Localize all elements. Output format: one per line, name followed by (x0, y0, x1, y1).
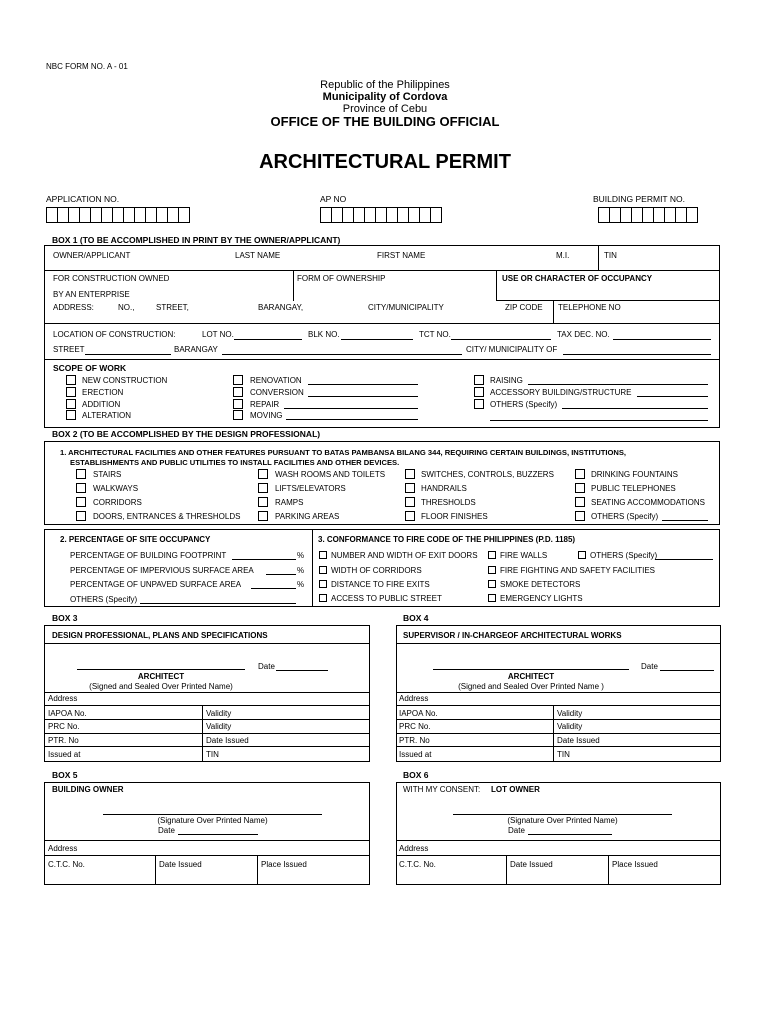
lot-no-line[interactable] (234, 339, 302, 340)
location-label: LOCATION OF CONSTRUCTION: (53, 330, 176, 339)
raising-label: RAISING (490, 376, 523, 385)
handrails-label: HANDRAILS (421, 484, 467, 493)
location-city-line[interactable] (563, 354, 711, 355)
box6-date-line[interactable] (528, 834, 612, 835)
address-label: ADDRESS: (53, 303, 94, 312)
handrails-checkbox[interactable] (405, 483, 415, 493)
box4-label: BOX 4 (403, 613, 429, 623)
use-occupancy-label: USE OR CHARACTER OF OCCUPANCY (502, 274, 653, 283)
box4-title: SUPERVISOR / IN-CHARGEOF ARCHITECTURAL WORKS (403, 631, 622, 640)
box2-item1b: ESTABLISHMENTS AND PUBLIC UTILITIES TO INSTALL FACILITIES AND OTHER DEVICES. (70, 458, 400, 467)
seating-checkbox[interactable] (575, 497, 585, 507)
box6-place-issued-label: Place Issued (612, 860, 658, 869)
others-scope-label: OTHERS (Specify) (490, 400, 558, 409)
drinking-label: DRINKING FOUNTAINS (591, 470, 678, 479)
floor-finishes-label: FLOOR FINISHES (421, 512, 488, 521)
doors-label: DOORS, ENTRANCES & THRESHOLDS (93, 512, 241, 521)
others-fire-line[interactable] (655, 559, 713, 560)
others-fire-label: OTHERS (Specify) (590, 551, 658, 560)
ap-no-cells[interactable] (320, 207, 441, 223)
footprint-pct: % (297, 551, 305, 560)
ramps-checkbox[interactable] (258, 497, 268, 507)
ramps-label: RAMPS (275, 498, 304, 507)
box3-signed-note: (Signed and Sealed Over Printed Name) (89, 682, 233, 691)
box4-validity-label: Validity (557, 709, 583, 718)
header-republic: Republic of the Philippines (320, 79, 450, 91)
washrooms-checkbox[interactable] (258, 469, 268, 479)
repair-checkbox[interactable] (233, 399, 243, 409)
mi-label: M.I. (556, 251, 570, 260)
thresholds-checkbox[interactable] (405, 497, 415, 507)
box6-consent: WITH MY CONSENT: (403, 785, 481, 794)
box4-date-line[interactable] (660, 670, 714, 671)
telephones-checkbox[interactable] (575, 483, 585, 493)
repair-line[interactable] (284, 408, 418, 409)
box6-date-issued-label: Date Issued (510, 860, 553, 869)
box3-architect: ARCHITECT (137, 672, 185, 681)
conversion-checkbox[interactable] (233, 387, 243, 397)
washrooms-label: WASH ROOMS AND TOILETS (275, 470, 386, 479)
renovation-checkbox[interactable] (233, 375, 243, 385)
box3-title: DESIGN PROFESSIONAL, PLANS AND SPECIFICATIONS (52, 631, 268, 640)
impervious-label: PERCENTAGE OF IMPERVIOUS SURFACE AREA (70, 566, 254, 575)
box3-signature-line[interactable] (77, 669, 245, 670)
box4-issued-at-label: Issued at (399, 750, 432, 759)
location-city-label: CITY/ MUNICIPALITY OF (466, 345, 558, 354)
emergency-lights-checkbox[interactable] (488, 594, 496, 602)
address-no-label: NO., (118, 303, 135, 312)
box5-date-line[interactable] (178, 834, 258, 835)
box3-prc-label: PRC No. (48, 722, 80, 731)
address-city-label: CITY/MUNICIPALITY (368, 303, 444, 312)
by-enterprise-label: BY AN ENTERPRISE (53, 290, 130, 299)
lot-no-label: LOT NO. (202, 330, 234, 339)
scope-of-work-label: SCOPE OF WORK (53, 363, 127, 373)
last-name-label: LAST NAME (235, 251, 281, 260)
ap-no-label: AP NO (320, 194, 347, 204)
box4-date-issued-label: Date Issued (557, 736, 600, 745)
address-street-label: STREET, (156, 303, 189, 312)
walkways-checkbox[interactable] (76, 483, 86, 493)
moving-label: MOVING (250, 411, 283, 420)
form-number: NBC FORM NO. A - 01 (46, 62, 128, 71)
drinking-checkbox[interactable] (575, 469, 585, 479)
box3-tin-label: TIN (206, 750, 219, 759)
footprint-label: PERCENTAGE OF BUILDING FOOTPRINT (70, 551, 227, 560)
doors-checkbox[interactable] (76, 511, 86, 521)
box6-ctc-label: C.T.C. No. (399, 860, 436, 869)
page-title: ARCHITECTURAL PERMIT (259, 151, 511, 173)
fire-fighting-checkbox[interactable] (488, 566, 496, 574)
box3-date-issued-label: Date Issued (206, 736, 249, 745)
form-of-ownership-label: FORM OF OWNERSHIP (297, 274, 386, 283)
box4-signed-note: (Signed and Sealed Over Printed Name ) (458, 682, 604, 691)
box5-title: BUILDING OWNER (52, 785, 124, 794)
width-corridors-label: WIDTH OF CORRIDORS (331, 566, 422, 575)
stairs-checkbox[interactable] (76, 469, 86, 479)
accessory-line[interactable] (637, 396, 708, 397)
fire-fighting-label: FIRE FIGHTING AND SAFETY FACILITIES (500, 566, 655, 575)
application-no-label: APPLICATION NO. (46, 194, 120, 204)
box6-date-label: Date (508, 826, 525, 835)
box3-label: BOX 3 (52, 613, 78, 623)
box2-item2: 2. PERCENTAGE OF SITE OCCUPANCY (60, 535, 211, 544)
box3-iapoa-label: IAPOA No. (48, 709, 87, 718)
box3-issued-at-label: Issued at (48, 750, 81, 759)
width-corridors-checkbox[interactable] (319, 566, 327, 574)
parking-checkbox[interactable] (258, 511, 268, 521)
box2-title: BOX 2 (TO BE ACCOMPLISHED BY THE DESIGN PROFESSIONAL) (52, 429, 321, 439)
box4-prc-label: PRC No. (399, 722, 431, 731)
lifts-checkbox[interactable] (258, 483, 268, 493)
alteration-checkbox[interactable] (66, 410, 76, 420)
location-barangay-line[interactable] (222, 354, 462, 355)
box4-date-label: Date (641, 662, 658, 671)
addition-checkbox[interactable] (66, 399, 76, 409)
accessory-label: ACCESSORY BUILDING/STRUCTURE (490, 388, 632, 397)
location-street-label: STREET (53, 345, 85, 354)
others-fire-checkbox[interactable] (578, 551, 586, 559)
application-no-cells[interactable] (46, 207, 189, 223)
moving-line[interactable] (286, 419, 418, 420)
first-name-label: FIRST NAME (377, 251, 426, 260)
box4-address-label: Address (399, 694, 429, 703)
box5-address-label: Address (48, 844, 78, 853)
box5-place-issued-label: Place Issued (261, 860, 307, 869)
others-facility-label: OTHERS (Specify) (591, 512, 659, 521)
renovation-line[interactable] (308, 384, 418, 385)
raising-line[interactable] (528, 384, 708, 385)
distance-exits-checkbox[interactable] (319, 580, 327, 588)
repair-label: REPAIR (250, 400, 280, 409)
exit-doors-label: NUMBER AND WIDTH OF EXIT DOORS (331, 551, 478, 560)
parking-label: PARKING AREAS (275, 512, 340, 521)
addition-label: ADDITION (82, 400, 121, 409)
box6-signature-note: (Signature Over Printed Name) (507, 816, 618, 825)
smoke-detectors-checkbox[interactable] (488, 580, 496, 588)
zip-code-label: ZIP CODE (505, 303, 543, 312)
seating-label: SEATING ACCOMMODATIONS (591, 498, 705, 507)
tin-label: TIN (604, 251, 617, 260)
box5-signature-note: (Signature Over Printed Name) (157, 816, 268, 825)
header-office: OFFICE OF THE BUILDING OFFICIAL (270, 114, 500, 129)
renovation-label: RENOVATION (250, 376, 302, 385)
new-construction-label: NEW CONSTRUCTION (82, 376, 168, 385)
tax-dec-label: TAX DEC. NO. (557, 330, 610, 339)
others-facility-checkbox[interactable] (575, 511, 585, 521)
box5-label: BOX 5 (52, 770, 78, 780)
raising-checkbox[interactable] (474, 375, 484, 385)
unpaved-line[interactable] (251, 588, 296, 589)
switches-checkbox[interactable] (405, 469, 415, 479)
box5-ctc-label: C.T.C. No. (48, 860, 85, 869)
telephones-label: PUBLIC TELEPHONES (591, 484, 676, 493)
fire-walls-label: FIRE WALLS (500, 551, 548, 560)
address-barangay-label: BARANGAY, (258, 303, 304, 312)
erection-label: ERECTION (82, 388, 124, 397)
header-municipality: Municipality of Cordova (322, 91, 448, 103)
building-permit-no-label: BUILDING PERMIT NO. (593, 194, 685, 204)
erection-checkbox[interactable] (66, 387, 76, 397)
corridors-checkbox[interactable] (76, 497, 86, 507)
box3-date-label: Date (258, 662, 275, 671)
access-street-checkbox[interactable] (319, 594, 327, 602)
switches-label: SWITCHES, CONTROLS, BUZZERS (421, 470, 554, 479)
box2-item3: 3. CONFORMANCE TO FIRE CODE OF THE PHILIPPINES (P.D. 1185) (318, 535, 576, 544)
box4-iapoa-label: IAPOA No. (399, 709, 438, 718)
tct-no-label: TCT NO. (419, 330, 451, 339)
box1-title: BOX 1 (TO BE ACCOMPLISHED IN PRINT BY THE OWNER/APPLICANT) (52, 235, 341, 245)
corridors-label: CORRIDORS (93, 498, 142, 507)
header-province: Province of Cebu (342, 103, 428, 115)
box5-signature-line[interactable] (103, 814, 322, 815)
moving-checkbox[interactable] (233, 410, 243, 420)
unpaved-label: PERCENTAGE OF UNPAVED SURFACE AREA (70, 580, 242, 589)
smoke-detectors-label: SMOKE DETECTORS (500, 580, 581, 589)
impervious-pct: % (297, 566, 305, 575)
lifts-label: LIFTS/ELEVATORS (275, 484, 346, 493)
owner-applicant-label: OWNER/APPLICANT (53, 251, 131, 260)
blk-no-line[interactable] (341, 339, 413, 340)
alteration-label: ALTERATION (82, 411, 132, 420)
others-occupancy-line[interactable] (140, 603, 296, 604)
exit-doors-checkbox[interactable] (319, 551, 327, 559)
others-scope-line[interactable] (562, 408, 708, 409)
conversion-label: CONVERSION (250, 388, 304, 397)
new-construction-checkbox[interactable] (66, 375, 76, 385)
thresholds-label: THRESHOLDS (421, 498, 476, 507)
others-scope-checkbox[interactable] (474, 399, 484, 409)
others-facility-line[interactable] (662, 520, 708, 521)
box6-address-label: Address (399, 844, 429, 853)
unpaved-pct: % (297, 580, 305, 589)
construction-owned-label: FOR CONSTRUCTION OWNED (53, 274, 170, 283)
box3-validity-label: Validity (206, 709, 232, 718)
emergency-lights-label: EMERGENCY LIGHTS (500, 594, 583, 603)
box5-date-issued-label: Date Issued (159, 860, 202, 869)
box3-address-label: Address (48, 694, 78, 703)
access-street-label: ACCESS TO PUBLIC STREET (331, 594, 442, 603)
building-permit-no-cells[interactable] (598, 207, 697, 223)
box3-ptr-label: PTR. No (48, 736, 79, 745)
box4-validity2-label: Validity (557, 722, 583, 731)
conversion-line[interactable] (308, 396, 418, 397)
box4-architect: ARCHITECT (507, 672, 555, 681)
floor-finishes-checkbox[interactable] (405, 511, 415, 521)
others-scope-line-2[interactable] (490, 420, 708, 421)
tax-dec-line[interactable] (613, 339, 711, 340)
accessory-checkbox[interactable] (474, 387, 484, 397)
box3-date-line[interactable] (276, 670, 328, 671)
box5-date-label: Date (158, 826, 175, 835)
location-street-line[interactable] (85, 354, 171, 355)
box4-signature-line[interactable] (433, 669, 629, 670)
impervious-line[interactable] (266, 574, 296, 575)
fire-walls-checkbox[interactable] (488, 551, 496, 559)
box3-validity2-label: Validity (206, 722, 232, 731)
stairs-label: STAIRS (93, 470, 122, 479)
box6-lot-owner: LOT OWNER (491, 785, 540, 794)
footprint-line[interactable] (232, 559, 296, 560)
others-occupancy-label: OTHERS (Specify) (70, 595, 138, 604)
box6-label: BOX 6 (403, 770, 429, 780)
blk-no-label: BLK NO. (308, 330, 340, 339)
box2-item1: 1. ARCHITECTURAL FACILITIES AND OTHER FEATURES PURSUANT TO BATAS PAMBANSA BILANG 344, REQUIRING CERTAIN BUILDINGS, INSTITUTIONS, (60, 448, 627, 457)
box4-tin-label: TIN (557, 750, 570, 759)
walkways-label: WALKWAYS (93, 484, 139, 493)
distance-exits-label: DISTANCE TO FIRE EXITS (331, 580, 430, 589)
location-barangay-label: BARANGAY (174, 345, 218, 354)
telephone-label: TELEPHONE NO (558, 303, 621, 312)
tct-no-line[interactable] (451, 339, 551, 340)
box6-signature-line[interactable] (453, 814, 672, 815)
box4-ptr-label: PTR. No (399, 736, 430, 745)
